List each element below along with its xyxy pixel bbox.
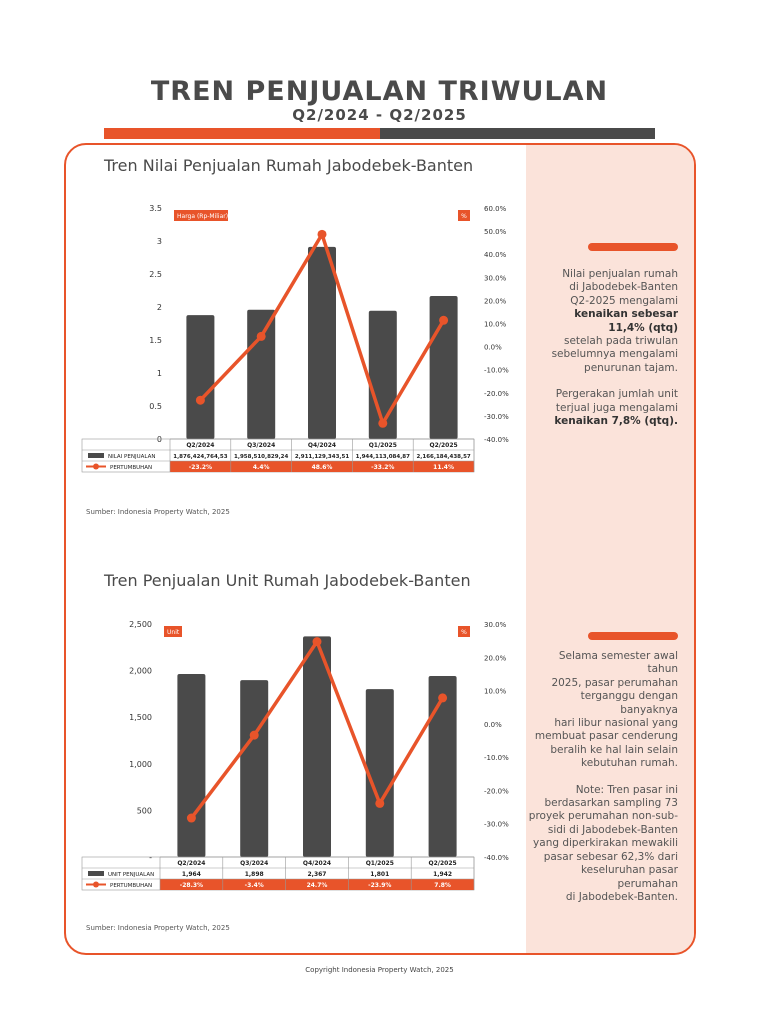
side-line: sebelumnya mengalami [551, 348, 678, 361]
growth-point-Q3-2024 [250, 731, 259, 740]
bar-Q2-2024 [186, 315, 214, 439]
legend-bar-swatch [88, 871, 104, 876]
bar-value-label: 1,801 [370, 871, 390, 878]
category-label: Q4/2024 [307, 442, 337, 449]
bar-value-label: 2,911,129,343,51 [294, 454, 350, 460]
growth-point-Q2-2025 [439, 316, 448, 325]
y-tick-label: - [149, 853, 152, 862]
y-tick-label: 1,500 [129, 713, 152, 723]
growth-point-Q1-2025 [375, 799, 384, 808]
y-tick-label: 2,000 [129, 666, 152, 676]
side-line: Pergerakan jumlah unit [555, 388, 678, 401]
side-para-a-line: membuat pasar cenderung [534, 730, 678, 743]
bar-Q1-2025 [366, 689, 394, 857]
copyright: Copyright Indonesia Property Watch, 2025 [305, 966, 454, 974]
y-tick-label: 500 [136, 806, 152, 816]
y2-tick-label: 20.0% [484, 654, 507, 663]
side-line: di Jabodebek-Banten [569, 281, 678, 294]
page-subtitle: Q2/2024 - Q2/2025 [292, 106, 467, 124]
side-text-block-2 [528, 650, 678, 904]
category-label: Q2/2025 [429, 442, 458, 449]
y2-tick-label: 50.0% [484, 228, 507, 237]
y2-tick-label: -40.0% [484, 854, 509, 862]
side-line-bold: kenaikan sebesar [574, 308, 678, 321]
category-label: Q2/2024 [186, 442, 215, 449]
side-line: Nilai penjualan rumah [562, 268, 678, 280]
y2-tick-label: 20.0% [484, 297, 507, 306]
legend-line-marker [93, 464, 99, 470]
growth-value-label: -23.2% [188, 464, 213, 471]
bar-value-label: 1,964 [181, 871, 201, 878]
side-paragraph-a [528, 650, 678, 771]
y-tick-label: 0 [156, 435, 162, 444]
bar-Q2-2025 [429, 676, 457, 857]
side-para-a-line: hari libur nasional yang [554, 717, 678, 730]
y2-tick-label: -30.0% [484, 412, 509, 421]
bar-value-label: 1,944,113,084,87 [355, 454, 410, 460]
page-title: TREN PENJUALAN TRIWULAN [150, 76, 609, 107]
side-para-b-line: di Jabodebek-Banten. [565, 890, 678, 903]
growth-point-Q2-2024 [196, 396, 205, 405]
y-tick-label: 2.5 [149, 270, 162, 279]
growth-value-label: 24.7% [306, 882, 328, 889]
side-line: Q2-2025 mengalami [570, 294, 678, 307]
y-tick-label: 0.5 [149, 402, 162, 411]
category-label: Q2/2024 [177, 860, 206, 867]
growth-value-label: 4.4% [252, 464, 270, 471]
y2-tick-label: 10.0% [484, 687, 507, 696]
chart2-heading: Tren Penjualan Unit Rumah Jabodebek-Banten [104, 571, 471, 590]
side-para-b-line: sidi di Jabodebek-Banten [547, 823, 678, 836]
chart1-heading: Tren Nilai Penjualan Rumah Jabodebek-Banten [104, 156, 474, 175]
growth-value-label: -28.3% [179, 882, 204, 889]
y-tick-label: 2 [156, 303, 162, 312]
side-line-bold: 11,4% (qtq) [608, 321, 678, 334]
bar-Q4-2024 [308, 247, 336, 439]
bar-Q2-2024 [177, 674, 205, 857]
left-axis-badge-label: Harga (Rp-Miliar) [177, 213, 229, 220]
growth-value-label: -23.9% [368, 882, 392, 889]
category-label: Q4/2024 [302, 860, 332, 867]
legend-bar-label: UNIT PENJUALAN [108, 872, 155, 878]
legend-line-marker [93, 882, 99, 888]
side-line: setelah pada triwulan [564, 335, 678, 348]
y2-tick-label: -10.0% [484, 366, 509, 375]
side-para-b-line: proyek perumahan non-sub- [528, 810, 678, 823]
bar-value-label: 2,166,184,438,57 [416, 454, 471, 460]
chart2-source: Sumber: Indonesia Property Watch, 2025 [86, 924, 230, 932]
side-para-b-line: perumahan [617, 877, 678, 890]
category-label: Q2/2025 [428, 860, 457, 867]
y2-tick-label: 0.0% [484, 720, 502, 729]
right-axis-badge-label: % [461, 629, 467, 636]
growth-value-label: 7.8% [434, 882, 451, 889]
growth-value-label: -33.2% [371, 464, 395, 471]
side-para-a-line: terganggu dengan banyaknya [580, 690, 678, 716]
side-accent-line-2 [588, 632, 678, 640]
category-label: Q1/2025 [368, 442, 397, 449]
bar-value-label: 2,367 [307, 871, 327, 878]
bar-Q3-2024 [247, 310, 275, 439]
left-axis-badge-label: Unit [167, 629, 180, 636]
y-tick-label: 3 [156, 237, 162, 246]
side-line-bold: kenaikan 7,8% (qtq). [554, 415, 678, 428]
growth-point-Q3-2024 [257, 332, 266, 341]
y2-tick-label: 60.0% [484, 205, 507, 213]
growth-value-label: -3.4% [244, 882, 264, 889]
side-para-b-line: Note: Tren pasar ini [575, 783, 678, 796]
growth-value-label: 48.6% [311, 464, 333, 471]
category-label: Q1/2025 [365, 860, 394, 867]
y2-tick-label: -20.0% [484, 389, 509, 398]
y-tick-label: 1.5 [149, 336, 162, 345]
y2-tick-label: -40.0% [484, 436, 509, 444]
y2-tick-label: -30.0% [484, 820, 509, 829]
bar-Q3-2024 [240, 680, 268, 857]
y-tick-label: 1 [156, 369, 162, 378]
side-para-b-line: berdasarkan sampling 73 [544, 797, 678, 810]
bar-value-label: 1,898 [244, 871, 264, 878]
side-para-a-line: kebutuhan rumah. [581, 757, 678, 770]
y2-tick-label: -10.0% [484, 754, 509, 763]
y-tick-label: 3.5 [149, 204, 162, 213]
y-tick-label: 1,000 [129, 759, 152, 769]
side-para-b-line: yang diperkirakan mewakili [533, 837, 678, 850]
side-para-b-line: keseluruhan pasar [580, 864, 678, 877]
legend-line-label: PERTUMBUHAN [110, 465, 153, 471]
growth-point-Q1-2025 [378, 419, 387, 428]
y2-tick-label: 40.0% [484, 251, 507, 260]
y2-tick-label: 30.0% [484, 621, 507, 629]
y2-tick-label: 30.0% [484, 274, 507, 283]
y2-tick-label: 10.0% [484, 320, 507, 329]
side-para-a-line: beralih ke hal lain selain [550, 743, 678, 756]
bar-value-label: 1,942 [433, 871, 453, 878]
y2-tick-label: 0.0% [484, 343, 502, 352]
legend-bar-swatch [88, 453, 104, 458]
title-underline-gray [380, 128, 655, 139]
right-axis-badge-label: % [461, 213, 467, 220]
side-para-b-line: pasar sebesar 62,3% dari [543, 850, 678, 863]
y-tick-label: 2,500 [129, 620, 152, 629]
growth-point-Q2-2025 [438, 693, 447, 702]
growth-point-Q4-2024 [313, 637, 322, 646]
side-para-a-line: Selama semester awal tahun [558, 650, 678, 676]
bar-value-label: 1,958,510,829,24 [234, 454, 289, 460]
y2-tick-label: -20.0% [484, 787, 509, 796]
chart1-svg [70, 196, 520, 496]
chart1-source: Sumber: Indonesia Property Watch, 2025 [86, 508, 230, 516]
growth-point-Q4-2024 [318, 230, 327, 239]
legend-line-label: PERTUMBUHAN [110, 883, 153, 889]
side-para-a-line: 2025, pasar perumahan [551, 676, 678, 689]
side-accent-line-1 [588, 243, 678, 251]
side-line: terjual juga mengalami [555, 401, 678, 414]
side-paragraph-b [528, 784, 678, 905]
side-line: penurunan tajam. [584, 361, 678, 374]
legend-bar-label: NILAI PENJUALAN [108, 454, 156, 460]
chart2-svg [70, 612, 520, 902]
growth-point-Q2-2024 [187, 814, 196, 823]
category-label: Q3/2024 [247, 442, 276, 449]
side-text-block-1 [528, 268, 678, 428]
category-label: Q3/2024 [240, 860, 269, 867]
growth-value-label: 11.4% [433, 464, 455, 471]
title-underline-orange [104, 128, 380, 139]
bar-value-label: 1,876,424,764,53 [173, 454, 228, 460]
